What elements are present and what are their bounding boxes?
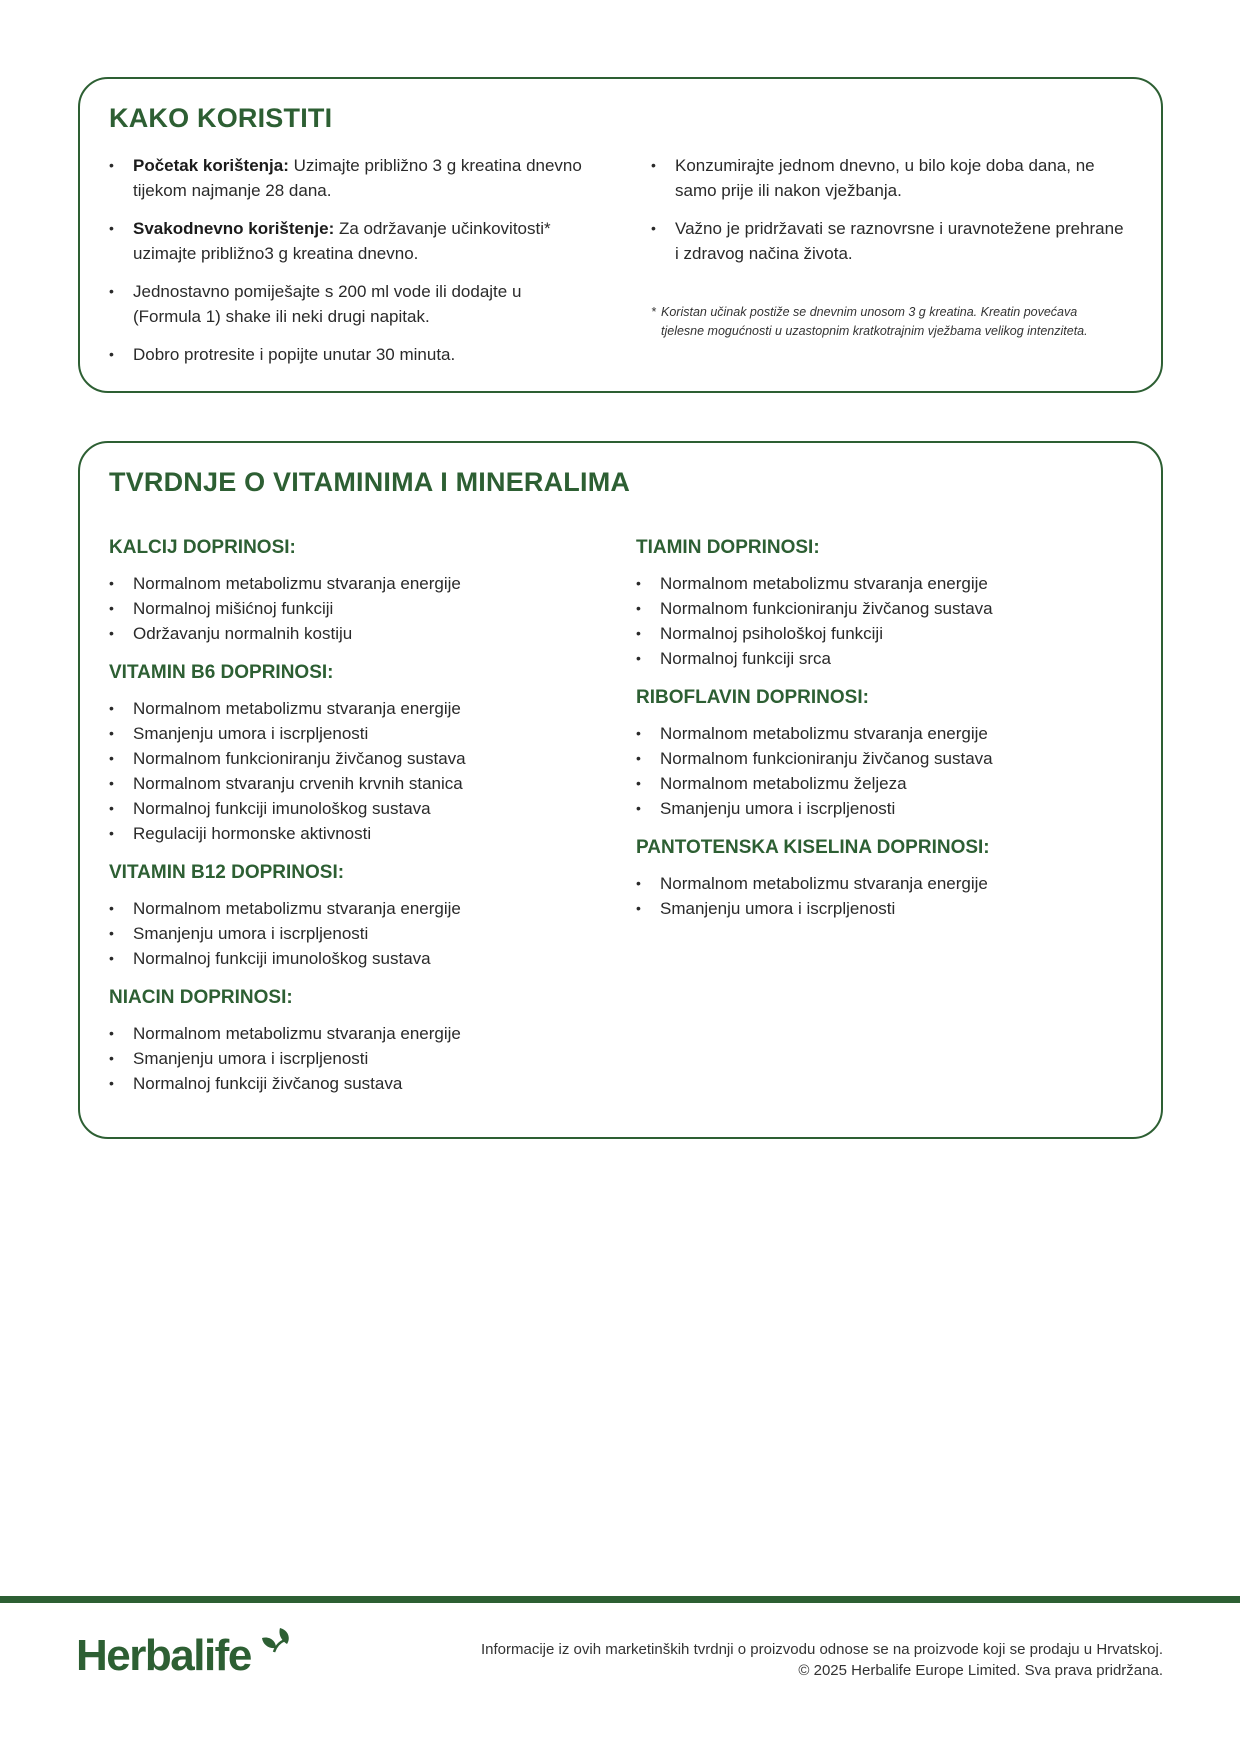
usage-section (78, 77, 1163, 393)
claim-group-title: VITAMIN B6 DOPRINOSI: (109, 662, 334, 683)
claim-item: • Smanjenju umora i iscrpljenosti (636, 796, 1136, 821)
usage-title: KAKO KORISTITI (109, 103, 333, 133)
claim-item: • Normalnoj psihološkoj funkciji (636, 621, 1136, 646)
usage-left-column (109, 153, 589, 380)
claim-item: • Normalnom metabolizmu stvaranja energije (109, 896, 609, 921)
claim-item: • Normalnoj funkciji srca (636, 646, 1136, 671)
claim-item: • Normalnom funkcioniranju živčanog sustava (109, 746, 609, 771)
claim-item: • Normalnoj funkciji imunološkog sustava (109, 946, 609, 971)
usage-item: • Važno je pridržavati se raznovrsne i uravnotežene prehrane i zdravog načina života. (651, 216, 1131, 266)
footer-legal (481, 1639, 1163, 1681)
usage-left-list (109, 153, 589, 367)
claim-group (636, 837, 1136, 921)
logo-wordmark: Herbalife (76, 1631, 251, 1680)
leaf-icon (258, 1626, 292, 1662)
usage-item-text: Dobro protresite i popijte unutar 30 minuta. (133, 345, 456, 364)
claim-group-title: RIBOFLAVIN DOPRINOSI: (636, 687, 869, 708)
claims-title: TVRDNJE O VITAMINIMA I MINERALIMA (109, 467, 631, 497)
claim-group-title: VITAMIN B12 DOPRINOSI: (109, 862, 345, 883)
claim-item: • Normalnom metabolizmu stvaranja energije (109, 571, 609, 596)
claims-right-column (636, 537, 1136, 937)
claim-item: • Normalnom metabolizmu stvaranja energije (636, 721, 1136, 746)
footer-line-2: © 2025 Herbalife Europe Limited. Sva prava pridržana. (798, 1662, 1163, 1679)
claim-group (636, 537, 1136, 671)
claim-item: • Normalnom funkcioniranju živčanog sustava (636, 596, 1136, 621)
usage-item-bold: Svakodnevno korištenje: (133, 219, 335, 238)
usage-right-list (651, 153, 1131, 266)
claim-item: • Normalnom funkcioniranju živčanog sustava (636, 746, 1136, 771)
claim-group-title: KALCIJ DOPRINOSI: (109, 537, 296, 558)
claim-group (109, 862, 609, 971)
claim-item: • Regulaciji hormonske aktivnosti (109, 821, 609, 846)
claim-group (109, 662, 609, 846)
claim-item: • Normalnom metabolizmu stvaranja energije (109, 696, 609, 721)
footnote-text: Koristan učinak postiže se dnevnim unosom 3 g kreatina. Kreatin povećava tjelesne mogućnosti u uzastopnim kratkotrajnim vježbama velikog intenziteta. (661, 305, 1088, 338)
claim-item: • Normalnoj funkciji živčanog sustava (109, 1071, 609, 1096)
claim-list (636, 571, 1136, 671)
claim-item: • Normalnom stvaranju crvenih krvnih stanica (109, 771, 609, 796)
claim-group-title: NIACIN DOPRINOSI: (109, 987, 293, 1008)
claim-list (109, 696, 609, 846)
claim-item: • Normalnoj funkciji imunološkog sustava (109, 796, 609, 821)
claims-left-column (109, 537, 609, 1112)
footer-line-1: Informacije iz ovih marketinških tvrdnji o proizvodu odnose se na proizvode koji se prodaju u Hrvatskoj. (481, 1641, 1163, 1658)
usage-item (109, 216, 589, 266)
claim-group (109, 537, 609, 646)
claim-list (109, 1021, 609, 1096)
claim-item: • Smanjenju umora i iscrpljenosti (636, 896, 1136, 921)
claim-item: • Održavanju normalnih kostiju (109, 621, 609, 646)
usage-item (109, 153, 589, 203)
claim-item: • Smanjenju umora i iscrpljenosti (109, 1046, 609, 1071)
usage-item-text: Za održavanje učinkovitosti* uzimajte približno3 g kreatina dnevno. (133, 219, 551, 263)
claim-list (109, 896, 609, 971)
claim-group (636, 687, 1136, 821)
claims-section (78, 441, 1163, 1139)
footnote-star: * (651, 305, 656, 319)
claim-group-title: TIAMIN DOPRINOSI: (636, 537, 820, 558)
claim-group (109, 987, 609, 1096)
claim-group-title: PANTOTENSKA KISELINA DOPRINOSI: (636, 837, 990, 858)
usage-right-column (651, 153, 1131, 338)
claim-item: • Normalnom metabolizmu stvaranja energije (636, 871, 1136, 896)
claim-list (636, 721, 1136, 821)
claim-item: • Normalnoj mišićnoj funkciji (109, 596, 609, 621)
claim-item: • Smanjenju umora i iscrpljenosti (109, 721, 609, 746)
footer-divider (0, 1596, 1240, 1603)
usage-item (109, 342, 589, 367)
claim-item: • Normalnom metabolizmu stvaranja energije (636, 571, 1136, 596)
usage-item-text: Uzimajte približno 3 g kreatina dnevno tijekom najmanje 28 dana. (133, 156, 582, 200)
claim-list (109, 571, 609, 646)
usage-footnote (651, 303, 1121, 341)
claim-item: • Normalnom metabolizmu stvaranja energije (109, 1021, 609, 1046)
usage-item (109, 279, 589, 329)
herbalife-logo (76, 1626, 286, 1686)
usage-item-bold: Početak korištenja: (133, 156, 289, 175)
usage-item: • Konzumirajte jednom dnevno, u bilo koje doba dana, ne samo prije ili nakon vježbanja. (651, 153, 1131, 203)
claim-item: • Smanjenju umora i iscrpljenosti (109, 921, 609, 946)
claim-list (636, 871, 1136, 921)
usage-item-text: Jednostavno pomiješajte s 200 ml vode ili dodajte u (Formula 1) shake ili neki drugi napitak. (133, 282, 522, 326)
claim-item: • Normalnom metabolizmu željeza (636, 771, 1136, 796)
